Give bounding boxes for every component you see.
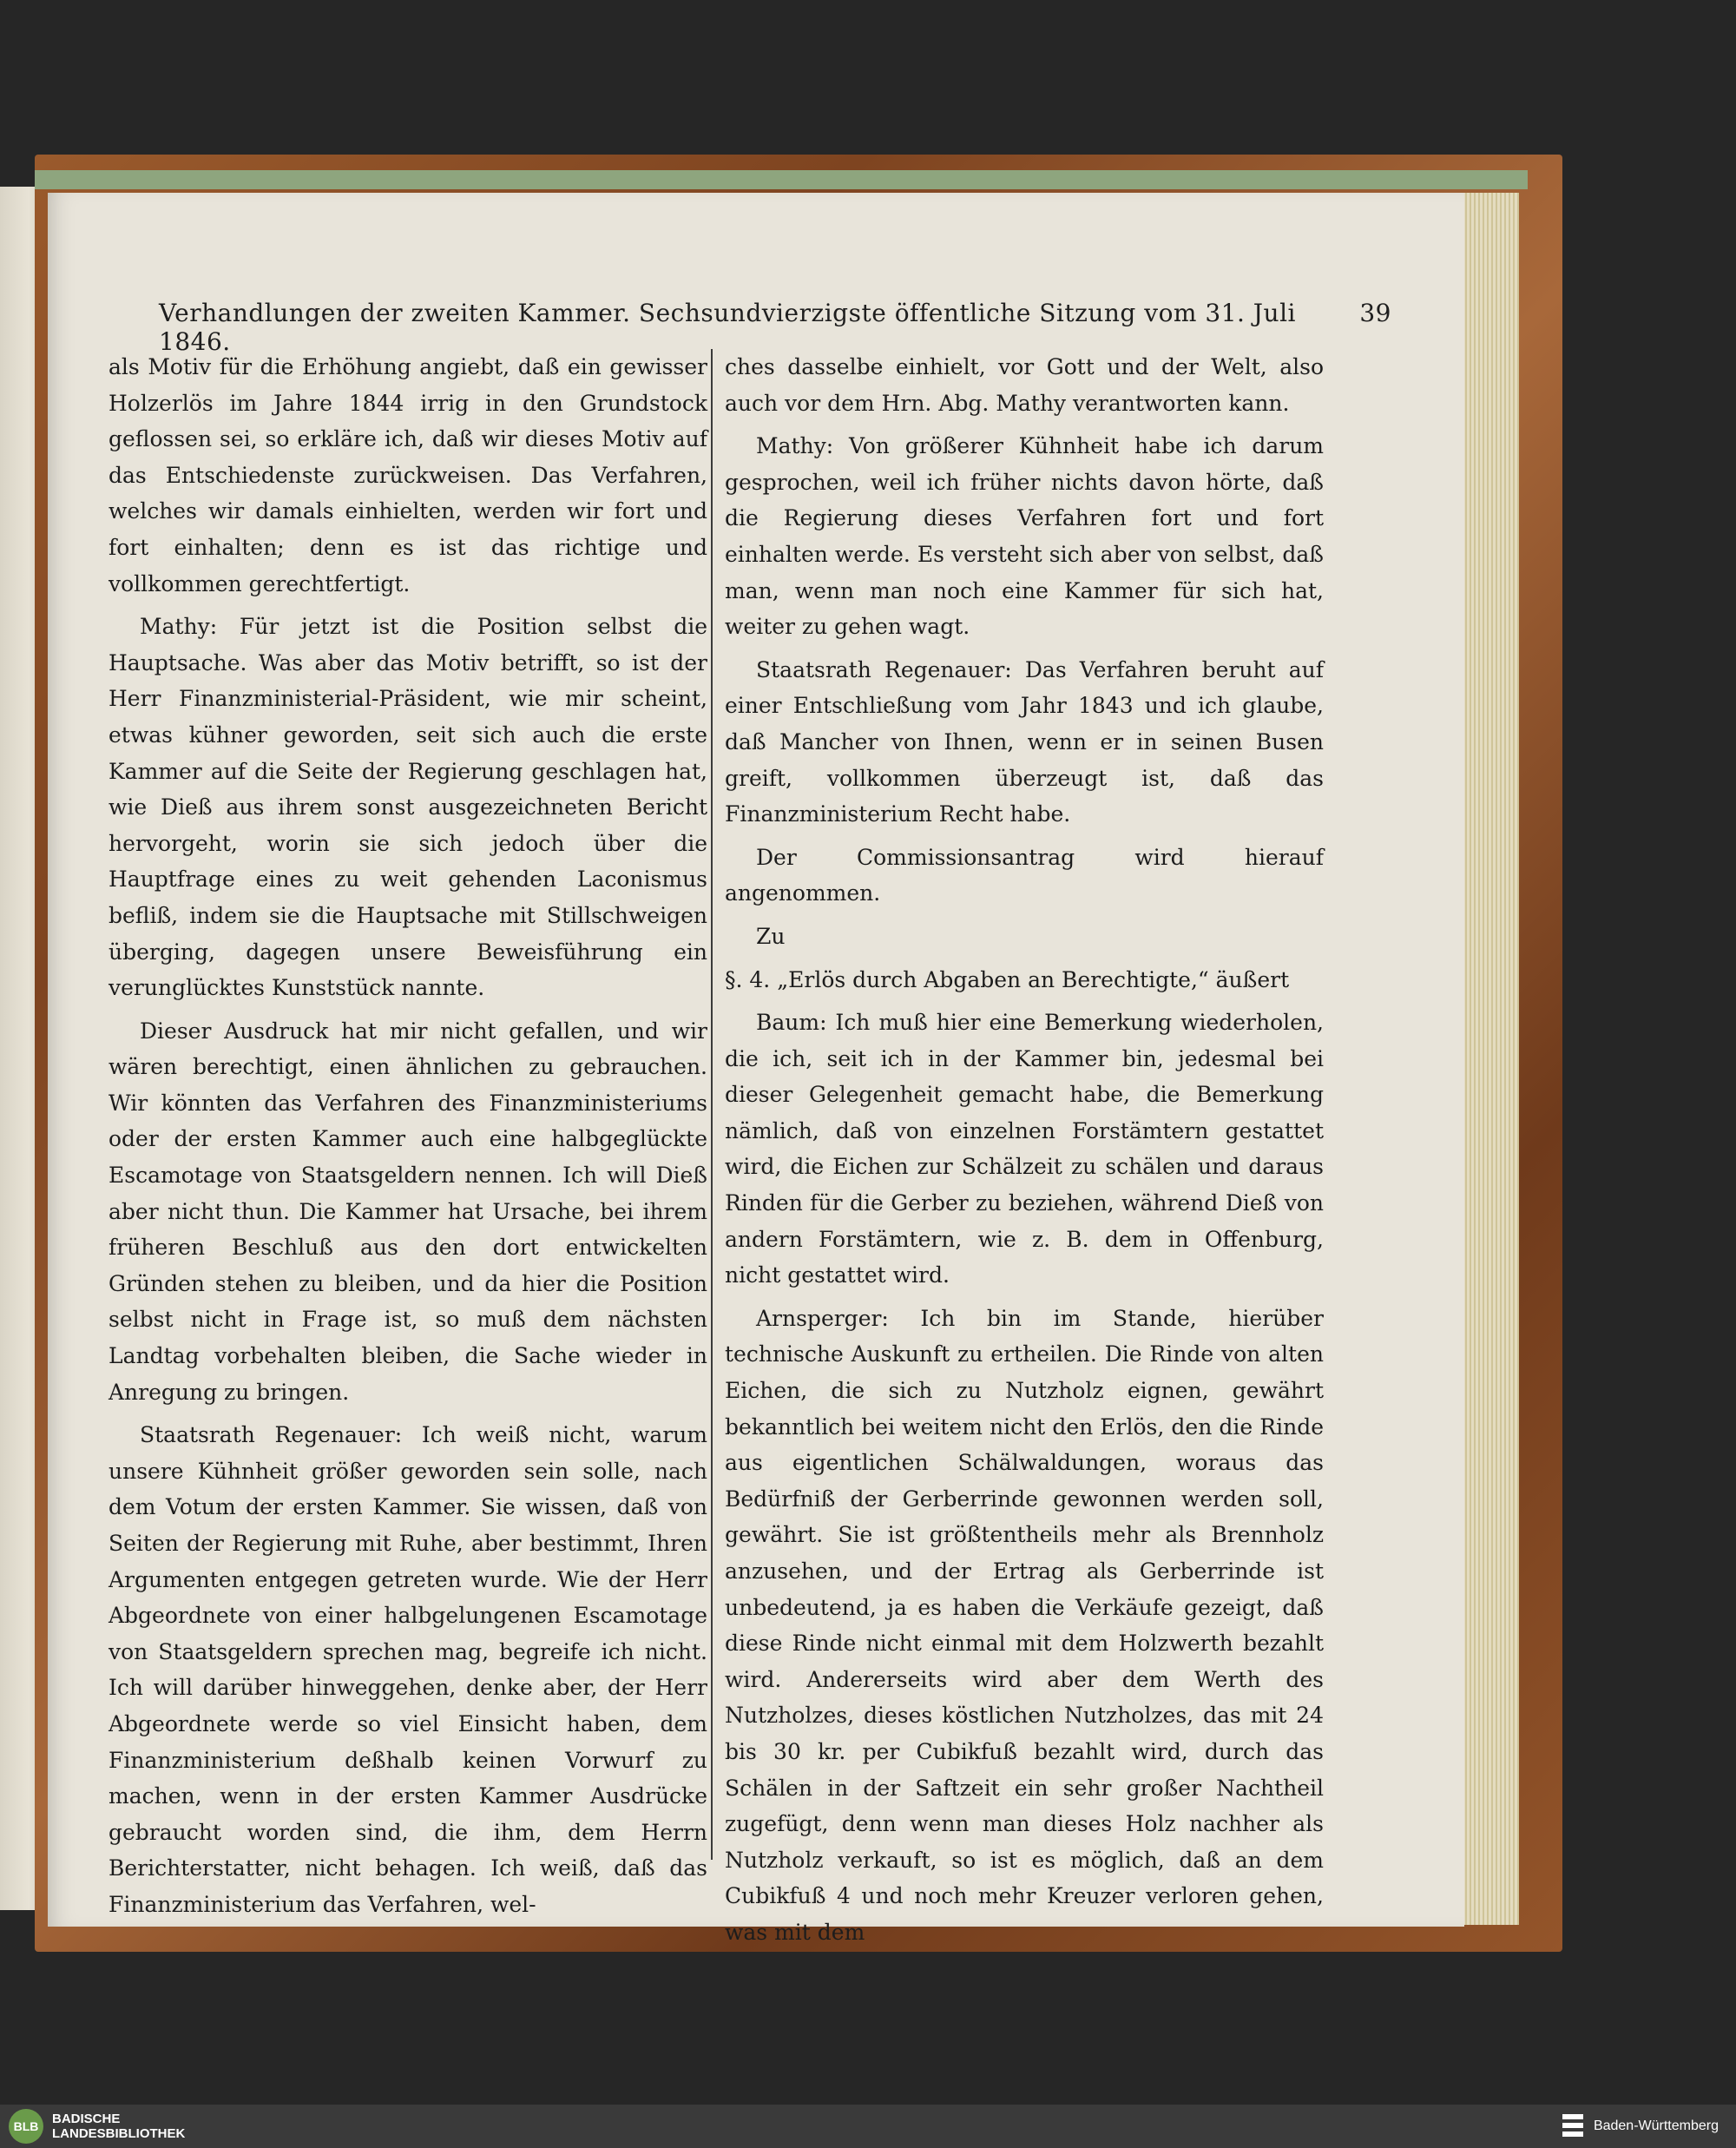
bw-logo[interactable] [1561,2112,1719,2140]
blb-name [52,2112,185,2141]
paragraph: als Motiv für die Erhöhung angiebt, daß ein gewisser Holzerlös im Jahre 1844 irrig in den Grundstock geflossen sei, so erkläre ich, daß wir dieses Motiv auf das Entschiedenste zurückweisen. Das Verfahren, welches wir damals einhielten, werden wir fort und fort einhalten; denn es ist das richtige und vollkommen gerechtfertigt. [108,354,707,596]
book-page [48,193,1464,1945]
paragraph: Mathy: Für jetzt ist die Position selbst die Hauptsache. Was aber das Motiv betrifft, so ist der Herr Finanzministerial-Präsident, wie mir scheint, etwas kühner geworden, seit sich auch die erste Kammer auf die Seite der Regierung geschlagen hat, wie Dieß aus ihrem sonst ausgezeichneten Bericht hervorgeht, worin sie sich jedoch über die Hauptfrage eines zu weit gehenden Laconismus befliß, indem sie die Hauptsache mit Stillschweigen überging, dagegen unsere Beweisführung ein verunglücktes Kunststück nannte. [108,614,707,1001]
blb-name-line2: LANDESBIBLIOTHEK [52,2126,186,2141]
page-number: 39 [1359,299,1391,327]
cover-endpaper-strip [35,170,1528,189]
right-column [725,349,1324,1958]
left-column [108,349,707,1930]
viewer-footer [0,2105,1736,2148]
paragraph: Baum: Ich muß hier eine Bemerkung wiederholen, die ich, seit ich in der Kammer bin, jedesmal bei dieser Gelegenheit gemacht habe, die Bemerkung nämlich, daß von einzelnen Forstämtern gestattet wird, die Eichen zur Schälzeit zu schälen und daraus Rinden für die Gerber zu beziehen, während Dieß von andern Forstämtern, wie z. B. dem in Offenburg, nicht gestattet wird. [725,1010,1324,1288]
paragraph: Staatsrath Regenauer: Das Verfahren beruht auf einer Entschließung vom Jahr 1843 und ich glaube, daß Mancher von Ihnen, wenn er in seinen Busen greift, vollkommen überzeugt ist, daß das Finanzministerium Recht habe. [725,656,1324,827]
running-head-title: Verhandlungen der zweiten Kammer. Sechsundvierzigste öffentliche Sitzung vom 31. Juli 1846. [159,299,1296,356]
blb-name-line1: BADISCHE [52,2112,121,2126]
page-edges [1463,193,1519,1925]
paragraph: Mathy: Von größerer Kühnheit habe ich darum gesprochen, weil ich früher nichts davon hörte, daß die Regierung dieses Verfahren fort und fort einhalten werde. Es versteht sich aber von selbst, daß man, wenn man noch eine Kammer für sich hat, weiter zu gehen wagt. [725,433,1324,640]
bw-lions-icon [1561,2112,1585,2140]
column-divider [711,349,713,1860]
motion-result: Der Commissionsantrag wird hierauf angenommen. [725,844,1324,906]
running-head [159,299,1391,356]
blb-badge-icon: BLB [9,2109,43,2144]
paragraph: ches dasselbe einhielt, vor Gott und der Welt, also auch vor dem Hrn. Abg. Mathy verantworten kann. [725,354,1324,416]
bw-label: Baden-Württemberg [1593,2118,1719,2133]
blb-logo[interactable] [9,2109,185,2144]
paragraph: Arnsperger: Ich bin im Stande, hierüber technische Auskunft zu ertheilen. Die Rinde von alten Eichen, die sich zu Nutzholz eignen, gewährt bekanntlich bei weitem nicht den Erlös, den die Rinde aus eigentlichen Schälwaldungen, woraus das Bedürfniß der Gerberrinde gewonnen werden soll, gewährt. Sie ist größtentheils mehr als Brennholz anzusehen, und der Ertrag als Gerberrinde ist unbedeutend, ja es haben die Verkäufe gezeigt, daß diese Rinde nicht einmal mit dem Holzwerth bezahlt wird. Andererseits wird aber dem Werth des Nutzholzes, dieses köstlichen Nutzholzes, das mit 24 bis 30 kr. per Cubikfuß bezahlt wird, durch das Schälen in der Saftzeit ein sehr großer Nachtheil zugefügt, denn wenn man dieses Holz nachher als Nutzholz verkauft, so ist es möglich, daß an dem Cubikfuß 4 und noch mehr Kreuzer verloren gehen, was mit dem [725,1305,1324,1945]
paragraph: Staatsrath Regenauer: Ich weiß nicht, warum unsere Kühnheit größer geworden sein solle, nach dem Votum der ersten Kammer. Sie wissen, daß von Seiten der Regierung mit Ruhe, aber bestimmt, Ihren Argumenten entgegen getreten wurde. Wie der Herr Abgeordnete von einer halbgelungenen Escamotage von Staatsgeldern sprechen mag, begreife ich nicht. Ich will darüber hinweggehen, denke aber, der Herr Abgeordnete werde so viel Einsicht haben, dem Finanzministerium deßhalb keinen Vorwurf zu machen, wenn in der ersten Kammer Ausdrücke gebraucht worden sind, die ihm, dem Herrn Berichterstatter, nicht behagen. Ich weiß, daß das Finanzministerium das Verfahren, wel- [108,1422,707,1917]
paragraph-zu: Zu [756,923,786,949]
section-heading: §. 4. „Erlös durch Abgaben an Berechtigte,“ äußert [725,966,1290,992]
paragraph: Dieser Ausdruck hat mir nicht gefallen, und wir wären berechtigt, einen ähnlichen zu gebrauchen. Wir könnten das Verfahren des Finanzministeriums oder der ersten Kammer auch eine halbgeglückte Escamotage von Staatsgeldern nennen. Ich will Dieß aber nicht thun. Die Kammer hat Ursache, bei ihrem früheren Beschluß aus den dort entwickelten Gründen stehen zu bleiben, und da hier die Position selbst nicht in Frage ist, so muß dem nächsten Landtag vorbehalten bleiben, die Sache wieder in Anregung zu bringen. [108,1018,707,1405]
